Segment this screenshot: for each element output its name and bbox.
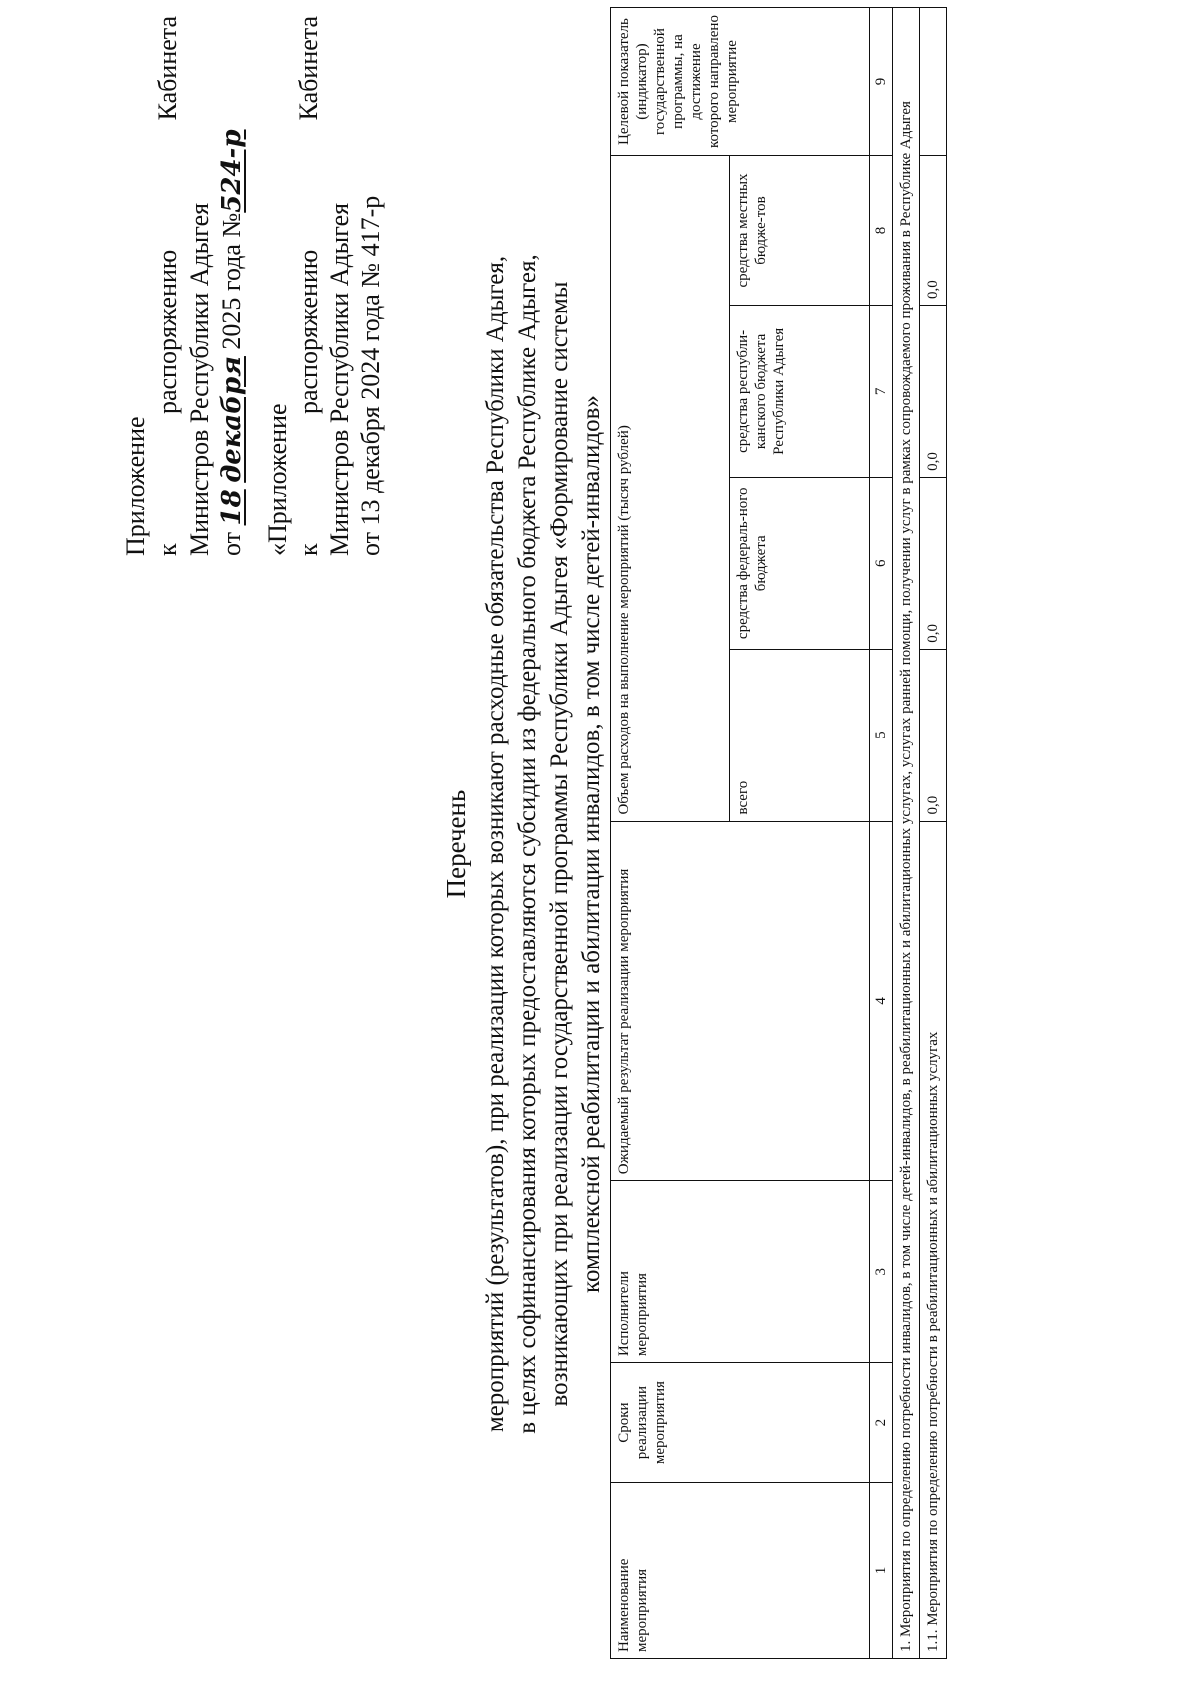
handwritten-month: декабря xyxy=(217,356,247,483)
header-name: Наименование мероприятия xyxy=(611,1483,870,1659)
column-numbers-row xyxy=(870,8,893,1659)
row-1-1-indicator xyxy=(920,8,947,156)
table-row xyxy=(920,8,947,1659)
old-appendix-title: «Приложение xyxy=(263,403,292,556)
col-num: 5 xyxy=(870,649,893,821)
measures-table-wrap xyxy=(610,7,947,1659)
title-line-2: в целях софинансирования которых предоставляются субсидии из федерального бюджета Республике Адыгея, xyxy=(514,254,541,1434)
row-1-1-local: 0,0 xyxy=(920,156,947,306)
measures-table xyxy=(610,7,947,1659)
header-terms: Сроки реализации мероприятия xyxy=(611,1363,870,1483)
col-num: 2 xyxy=(870,1363,893,1483)
col-num: 1 xyxy=(870,1483,893,1659)
col-num: 4 xyxy=(870,821,893,1181)
header-federal: средства федераль-ного бюджета xyxy=(730,477,870,649)
header-republican: средства республи-канского бюджета Республики Адыгея xyxy=(730,305,870,477)
section-1-title: 1. Мероприятия по определению потребности инвалидов, в том числе детей-инвалидов, в реабилитационных и абилитационных услугах, услугах ранней помощи, получении услуг в рамках сопровождаемого проживания в Республике Адыгея xyxy=(893,8,920,1659)
header-result: Ожидаемый результат реализации мероприятия xyxy=(611,821,870,1181)
appendix-line-3: Министров Республики Адыгея xyxy=(185,202,214,556)
header-local: средства местных бюдже-тов xyxy=(730,156,870,306)
col-num: 9 xyxy=(870,8,893,156)
row-1-1-federal: 0,0 xyxy=(920,477,947,649)
header-total: всего xyxy=(730,649,870,821)
title-line-4: комплексной реабилитации и абилитации инвалидов, в том числе детей-инвалидов» xyxy=(578,395,605,1293)
title-line-1: мероприятий (результатов), при реализации которых возникают расходные обязательства Республики Адыгея, xyxy=(482,255,509,1433)
header-indicator: Целевой показатель (индикатор) государственной программы, на достижение которого направлено мероприятие xyxy=(611,8,870,156)
appendix-old-header xyxy=(262,16,386,556)
appendix-date-line: от 18 декабря 2025 года №524-р xyxy=(217,129,247,556)
appendix-line-2: к распоряжению Кабинета xyxy=(153,16,182,556)
row-1-1-republican: 0,0 xyxy=(920,305,947,477)
section-row xyxy=(893,8,920,1659)
row-1-1-total: 0,0 xyxy=(920,649,947,821)
col-num: 6 xyxy=(870,477,893,649)
document-title xyxy=(440,119,608,1569)
appendix-new-header xyxy=(120,16,248,556)
col-num: 8 xyxy=(870,156,893,306)
col-num: 7 xyxy=(870,305,893,477)
row-1-1-name: 1.1. Мероприятия по определению потребности в реабилитационных и абилитационных услугах xyxy=(920,821,947,1658)
old-appendix-line-3: Министров Республики Адыгея xyxy=(325,202,354,556)
header-expenses: Объем расходов на выполнение мероприятий (тысяч рублей) xyxy=(611,156,730,822)
handwritten-day: 18 xyxy=(217,489,247,526)
appendix-title: Приложение xyxy=(121,416,150,556)
old-appendix-line-2: к распоряжению Кабинета xyxy=(294,16,323,556)
title-line-3: возникающих при реализации государственной программы Республики Адыгея «Формирование системы xyxy=(546,281,573,1407)
title-heading: Перечень xyxy=(441,789,471,899)
col-num: 3 xyxy=(870,1181,893,1363)
header-executors: Исполнители мероприятия xyxy=(611,1181,870,1363)
old-appendix-line-4: от 13 декабря 2024 года № 417-р xyxy=(356,195,385,556)
handwritten-number: 524-р xyxy=(217,129,247,213)
